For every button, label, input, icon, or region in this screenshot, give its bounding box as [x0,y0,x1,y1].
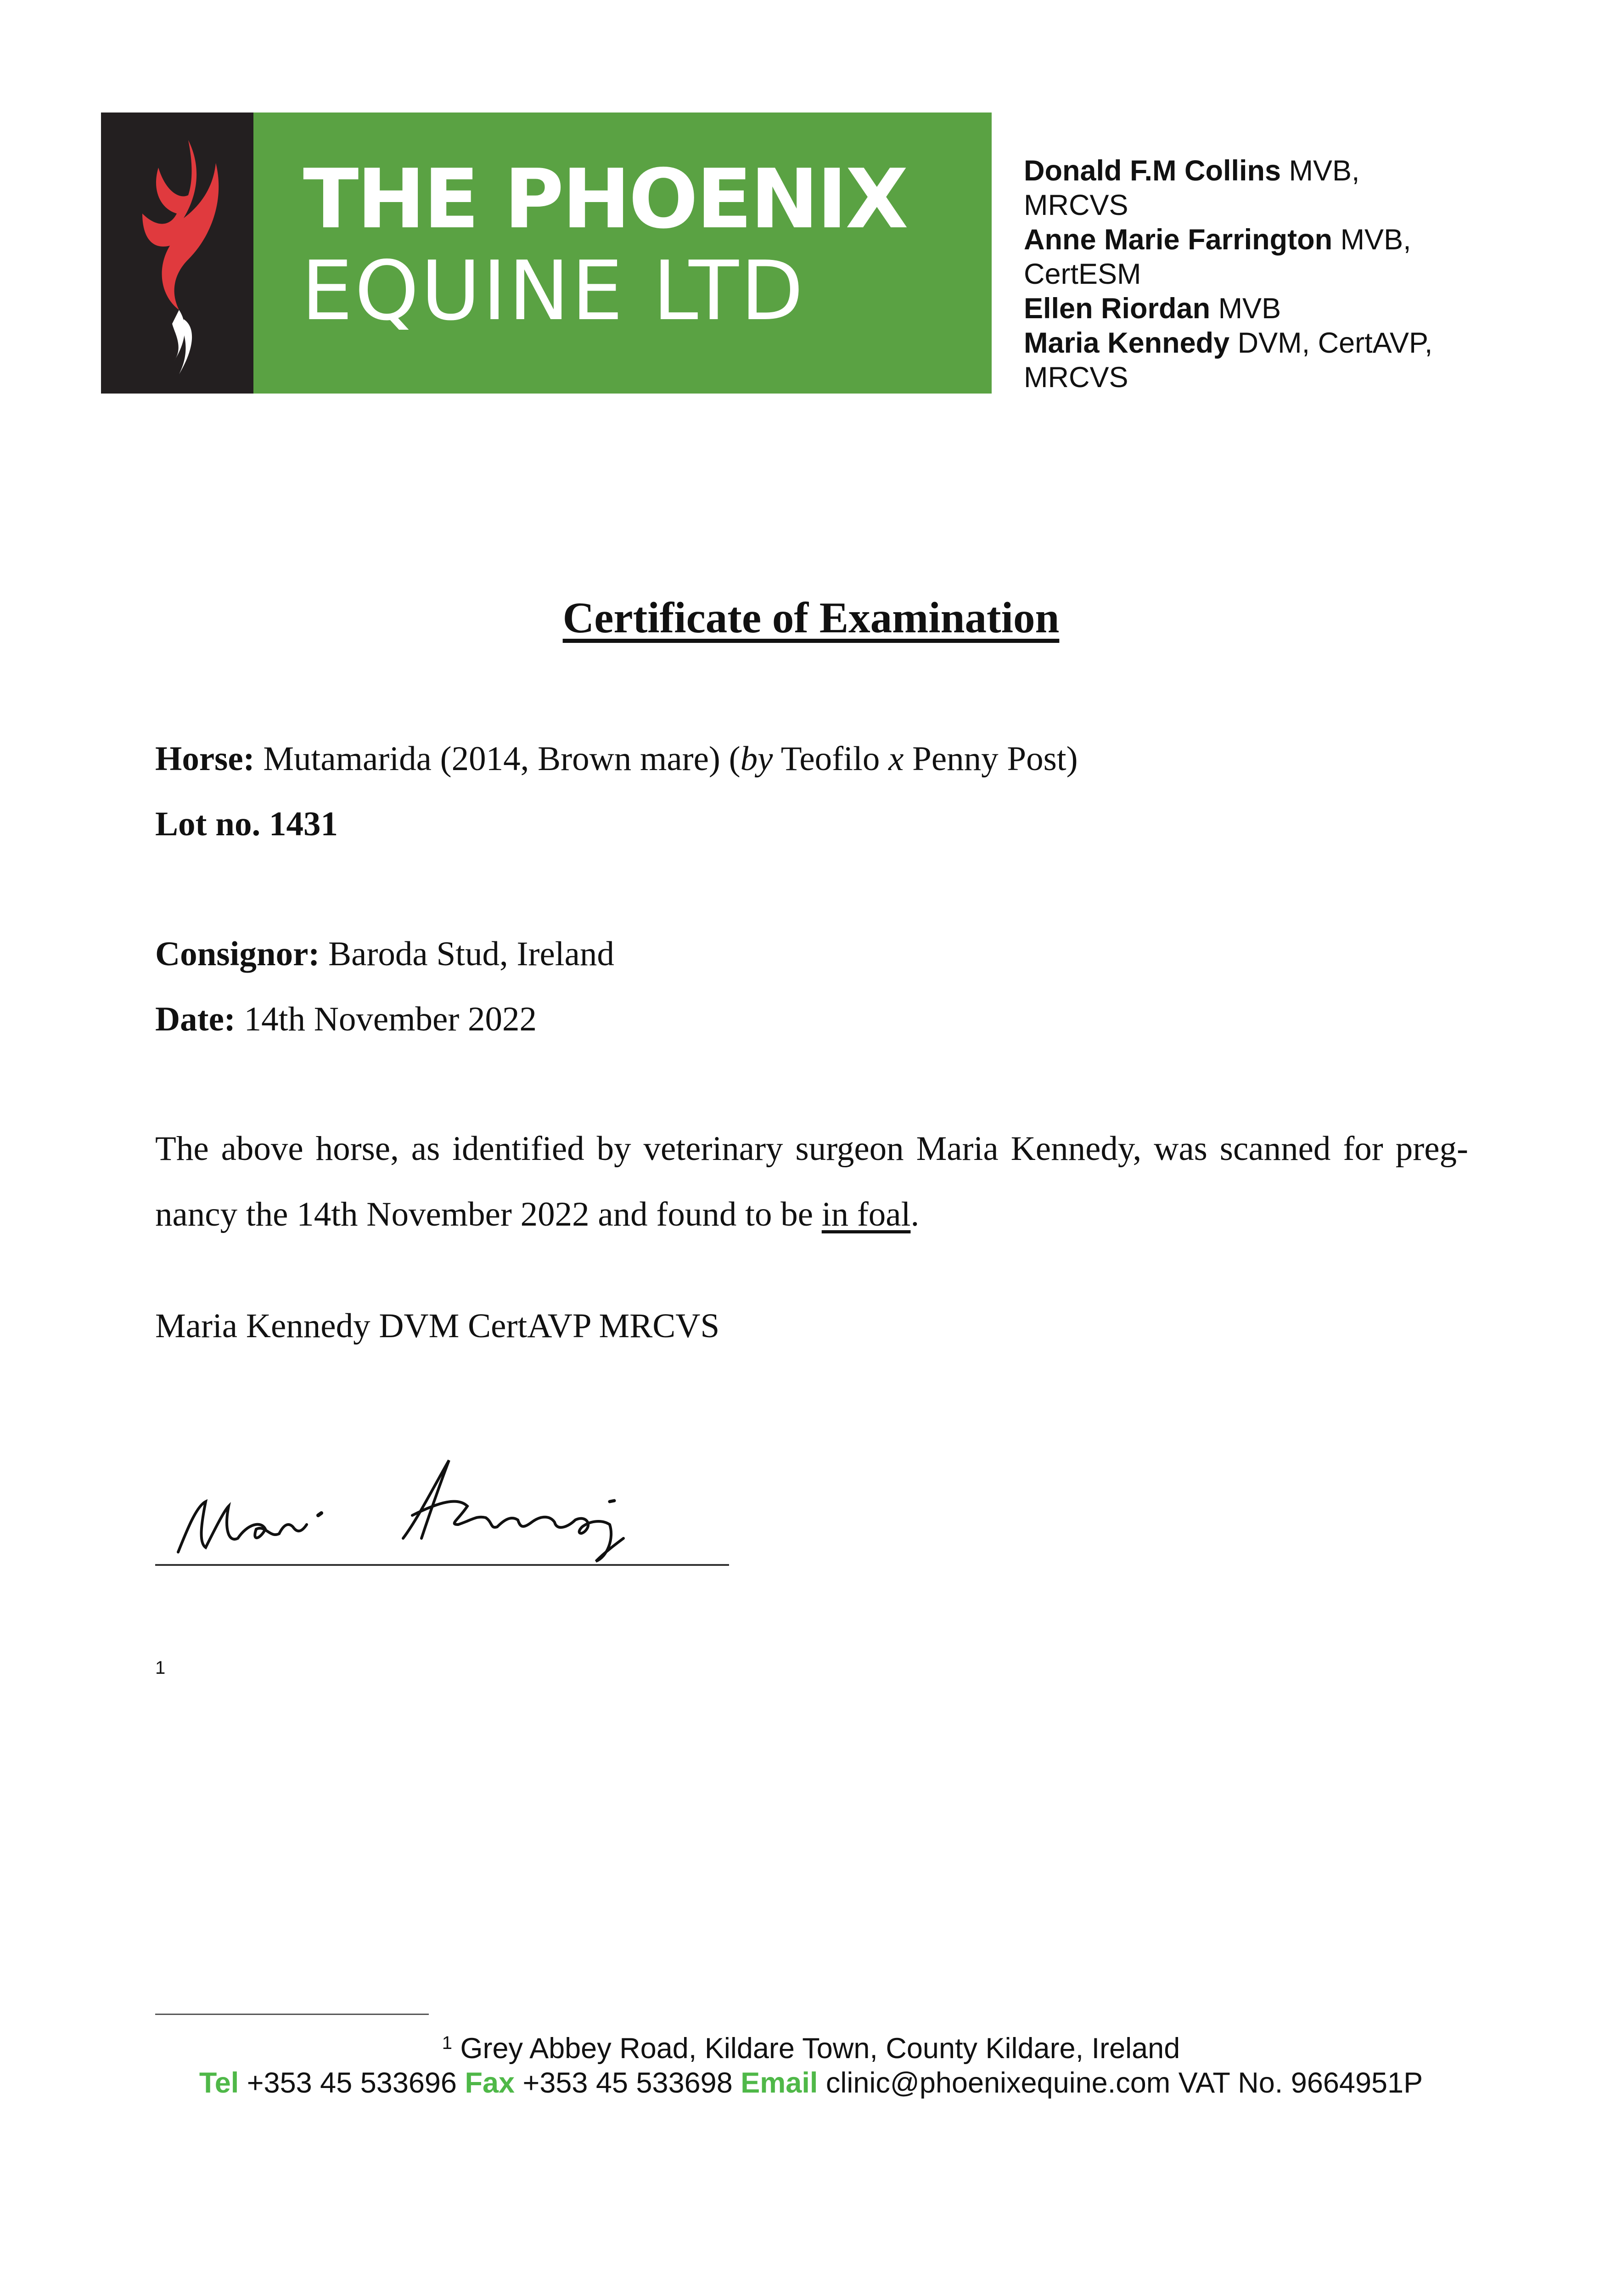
signature [155,1446,729,1570]
logo-line-1: THE PHOENIX [303,152,907,247]
signatory-name: Maria Kennedy DVM CertAVP MRCVS [155,1307,720,1345]
date-line [155,1000,537,1039]
vet-name: Maria Kennedy [1024,327,1230,359]
consignor-value: Baroda Stud, Ireland [320,935,614,973]
vet-name: Ellen Riordan [1024,293,1211,325]
footnote-marker: 1 [155,1658,166,1678]
email-value: clinic@phoenixequine.com VAT No. 9664951P [818,2067,1423,2099]
horse-sire: Teofilo [773,740,889,778]
body-text-end: . [910,1195,920,1233]
vet-quals: MVB [1210,293,1281,325]
lot-line [155,805,338,844]
horse-x: x [888,740,904,778]
vet-entry [1024,154,1598,223]
vet-quals: MVB, [1332,224,1411,256]
company-logo [101,113,992,394]
logo-line-2: EQUINE LTD [301,243,806,338]
veterinarians-list [1024,154,1598,395]
address-text: Grey Abbey Road, Kildare Town, County Kildare, Ireland [452,2032,1180,2065]
logo-dark-panel [101,113,253,394]
vet-name: Anne Marie Farrington [1024,224,1333,256]
footer-address [0,2032,1622,2065]
vet-quals: MRCVS [1024,189,1128,221]
consignor-label: Consignor: [155,935,320,973]
footer-contact [0,2066,1622,2099]
horse-by: by [740,740,773,778]
page-title: Certificate of Examination [562,593,1060,642]
fax-label: Fax [465,2067,515,2099]
tel-label: Tel [199,2067,239,2099]
vet-name: Donald F.M Collins [1024,155,1281,187]
date-value: 14th November 2022 [235,1000,537,1038]
result-in-foal: in foal [821,1195,911,1233]
vet-quals: MVB, [1281,155,1360,187]
horse-dam: Penny Post) [904,740,1078,778]
date-label: Date: [155,1000,236,1038]
vet-entry [1024,326,1598,395]
email-label: Email [741,2067,818,2099]
vet-entry [1024,223,1598,292]
consignor-line [155,934,614,974]
vet-entry [1024,292,1598,326]
body-paragraph [155,1116,1468,1247]
horse-label: Horse: [155,740,255,778]
horse-value: Mutamarida (2014, Brown mare) ( [254,740,741,778]
vet-quals: CertESM [1024,258,1141,290]
tel-value: +353 45 533696 [239,2067,465,2099]
footer-divider [155,2014,429,2015]
lot-number: Lot no. 1431 [155,805,338,843]
body-text: The above horse, as identified by veterinary surgeon Maria Kennedy, was scanned for preg-nancy the 14th November 2022 and found to be [155,1130,1468,1233]
footnote-sup: 1 [442,2033,453,2053]
horse-line [155,739,1078,779]
fax-value: +353 45 533698 [515,2067,741,2099]
vet-quals: MRCVS [1024,361,1128,394]
vet-quals: DVM, CertAVP, [1229,327,1433,359]
phoenix-flame-icon [133,131,225,379]
